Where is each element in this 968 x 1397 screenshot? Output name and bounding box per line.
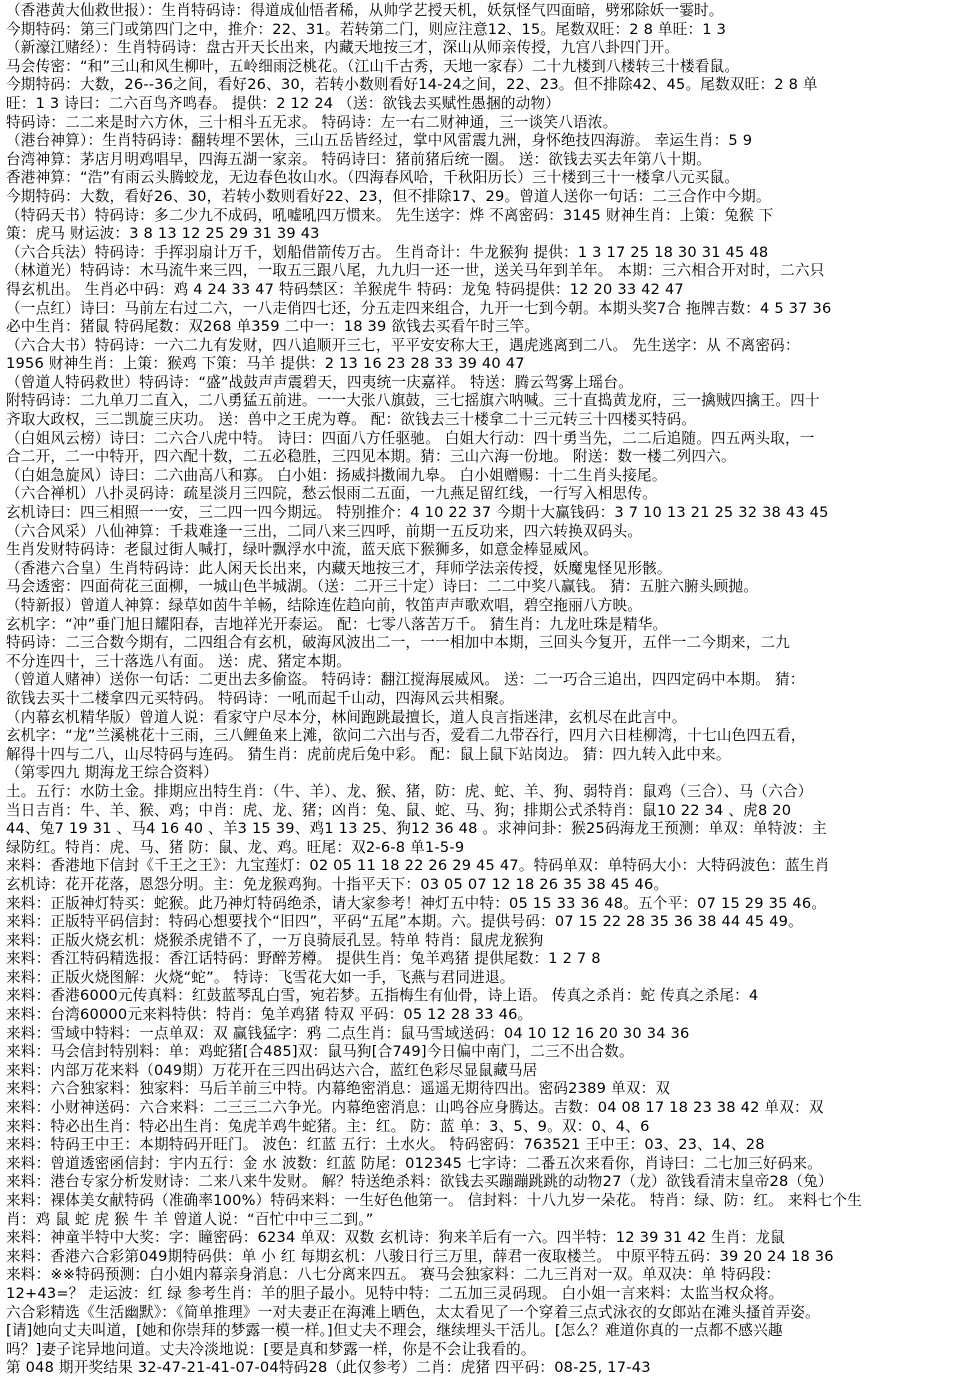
text-line: 来料：香港6000元传真料：红鼓蓝琴乱白雪，宛若梦。五指梅生有仙骨，诗上语。 传真之杀肖：蛇 传真之杀尾：4 bbox=[6, 987, 759, 1005]
text-line: 台湾神算：茅店月明鸡唱早，四海五湖一家亲。 特码诗曰：猪前猪后统一圈。 送：欲钱去买去年第八十期。 bbox=[6, 150, 711, 168]
text-line: 玄机诗曰：四三相照一一安，三二四一四今期远。 特别推介：4 10 22 37 今期十大赢钱码：3 7 10 13 21 25 32 38 43 45 bbox=[6, 504, 829, 522]
text-line: 来料：特码王中王：本期特码开旺门。 波色：红蓝 五行：土水火。 特码密码：763521 王中王：03、23、14、28 bbox=[6, 1136, 765, 1154]
text-line: 当日吉肖：牛、羊、猴、鸡；中肖：虎、龙、猪；凶肖：兔、鼠、蛇、马、狗；排期公式杀特肖：鼠10 22 34 、虎8 20 bbox=[6, 801, 792, 819]
text-line: 香港神算：“浩”有雨云头腾蛟龙，无边春色妆山水。（四海春风哈，千秋阳历长）三十楼到三十一楼拿八元买鼠。 bbox=[6, 169, 740, 187]
text-line: 来料：正版特平码信封：特码心想要找个“旧四”，平码“五尾”本期。六。提供号码：07 15 22 28 35 36 38 44 45 49。 bbox=[6, 913, 803, 931]
text-line: （林道光）特码诗：木马流牛来三四，一取五三跟八尾，九九归一还一世，送关马年到羊年。 本期：三六相合开对时，二六只 bbox=[6, 262, 825, 280]
text-line: 马会传密：“和”三山和风生柳叶，五岭细雨泛桃花。（江山千古秀，天地一家春）二十九楼到八楼转三十楼看鼠。 bbox=[6, 57, 740, 75]
text-line: 旺：1 3 诗曰：二六百鸟齐鸣春。 提供：2 12 24 （送：欲钱去买赋性愚捆的动物） bbox=[6, 94, 561, 112]
text-line: 今期特码：大数，26--36之间，看好26、30，若转小数则看好14-24之间，22、23。但不排除42、45。尾数双旺：2 8 单 bbox=[6, 76, 818, 94]
text-line: 12+43=？ 走运波：红 绿 参考生肖：羊的胆子最小。见特中特：二五加三灵码现。 白小姐一言来料：太监当权众将。 bbox=[6, 1284, 784, 1302]
text-line: （白姐风云榜）诗曰：二六合八虎中特。 诗曰：四面八方任驱驰。 白姐大行动：四十勇当先，二二后追随。四五两头取，一 bbox=[6, 429, 815, 447]
text-line: 得玄机出。 生肖必中码：鸡 4 24 33 47 特码禁区：羊猴虎牛 特码：龙兔 特码提供：12 20 33 42 47 bbox=[6, 280, 684, 298]
text-line: 来料：裸体美女献特码（准确率100%）特码来料：一生好色他第一。 信封料：十八九岁一朵花。 特肖：绿、防：红。 来料七个生 bbox=[6, 1192, 862, 1209]
text-line: 来料：曾道透密函信封：宇内五行：金 水 波数：红蓝 防尾：012345 七字诗：二番五次来看你，肖诗曰：二七加三好码来。 bbox=[6, 1154, 822, 1172]
text-line: 六合彩精选《生活幽默》：《简单推理》一对夫妻正在海滩上晒色，太太看见了一个穿着三点式泳衣的女郎站在滩头搔首弄姿。 bbox=[6, 1303, 820, 1321]
text-line: （六合风采）八仙神算：千栽难逢一三出，二同八来三四呼，前期一五反功来，四六转换双码头。 bbox=[6, 522, 643, 540]
text-line: （新濠江赌经）：生肖特码诗：盘古开天长出来，内藏天地按三才，深山从师亲传授，九宫八卦四门开。 bbox=[6, 39, 680, 57]
text-line: 来料：港台专家分析发财诗：二来八来牛发财。 解？特送绝杀料：欲钱去买蹦蹦跳跳的动物27（龙）欲钱看清末皇帝28（兔） bbox=[6, 1173, 833, 1191]
text-line: 不分连四十，三十落选八有面。 送：虎、猪定本期。 bbox=[6, 652, 352, 670]
text-line: 来料：六合独家料：独家料：马后羊前三中特。内幕绝密消息：遥遥无期待四出。密码2389 单双：双 bbox=[6, 1080, 671, 1098]
text-line: 玄机字：“龙”兰溪桃花十三雨，三八鲤鱼来上滩，欲问二六出与否，爱看二九带吞行，四月六日桂柳湾，十七山色四五看， bbox=[6, 727, 806, 745]
text-line: （六合禅机）八扑灵码诗：疏星淡月三四院，愁云恨雨二五面，一九燕足留红线，一行写入相思传。 bbox=[6, 485, 657, 503]
text-line: 来料：特必出生肖：特必出生肖：兔虎羊鸡牛蛇猪。主：红。 防：蓝 单：3、5、9。双：0、4、6 bbox=[6, 1117, 650, 1135]
text-line: （香港黄大仙救世报）：生肖特码诗：得道成仙悟者稀，从帅学艺授天机，妖氛怪气四面暗，劈邪除妖一霎时。 bbox=[6, 2, 724, 19]
text-line: 必中生肖：猪鼠 特码尾数：双268 单359 二中一：18 39 欲钱去买看午时三竿。 bbox=[6, 318, 540, 336]
draw-result-line bbox=[6, 1378, 960, 1397]
text-line: 来料：台湾60000元来料特供：特肖：兔羊鸡猪 特双 平码：05 12 28 33 46。 bbox=[6, 1006, 533, 1024]
text-line: 来料：正版神灯特买：蛇猴。此乃神灯特码绝杀，请大家参考！神灯五中特：05 15 33 36 48。五个平：07 15 29 35 46。 bbox=[6, 894, 827, 912]
text-line: 来料：内部万花来料（049期）万花开在三四出码达六合，蓝红色彩尽显鼠藏马居 bbox=[6, 1061, 538, 1079]
section-heading: （第零四九 期海龙王综合资料） bbox=[6, 764, 218, 782]
text-line: （内幕玄机精华版）曾道人说：看家守户尽本分，林间跑跳最擅长，道人良言指迷津，玄机尽在此言中。 bbox=[6, 708, 687, 726]
text-line: （六合兵法）特码诗：手挥羽扇计万千，划船借箭传万古。 生肖奇计：牛龙猴狗 提供：1 3 17 25 18 30 31 45 48 bbox=[6, 243, 769, 261]
text-line: （特新报）曾道人神算：绿草如茵牛羊畅，结除连佐趋向前，牧笛声声歌欢唱，碧空拖丽八方映。 bbox=[6, 597, 643, 614]
text-line: （曾道人特码救世）特码诗：“盛”战鼓声声震碧天，四夷统一庆嘉祥。 特送：腾云驾雾上瑶台。 bbox=[6, 373, 633, 391]
text-line: 第 048 期开奖结果 32-47-21-41-07-04特码28（此仅参考）二肖：虎猪 四平码：08-25, 17-43 bbox=[6, 1359, 651, 1377]
text-line: 来料：正版火烧图解：火烧“蛇”。 特诗：飞雪花大如一手，飞燕与君同进退。 bbox=[6, 968, 515, 986]
text-line: 马会透密：四面荷花三面柳，一城山色半城湖。（送：二开三十定）诗曰：二二中奖八赢钱。 猜：五脏六腑头顾抛。 bbox=[6, 578, 759, 596]
text-line: （香港六合皇）生肖特码诗：此人闲天长出来，内藏天地按三才，拜师学法亲传授，妖魔鬼怪见形骸。 bbox=[6, 559, 672, 577]
text-line: 特码诗：二二来是时六方休，三十相斗五无求。 特码诗：左一右二财神通，三一谈笑八语浓。 bbox=[6, 113, 618, 131]
text-line: 44、兔7 19 31 、马4 16 40 、羊3 15 39、鸡1 13 25、狗12 36 48 。求神问卦：猴25码海龙王预测：单双：单特波：主 bbox=[6, 820, 827, 838]
text-line: 附特码诗：二九单刀二直入，二八勇猛五前进。一一大张八旗鼓，三七摇旗六呐喊。三十直捣黄龙府，三一擒贼四擒王。四十 bbox=[6, 392, 820, 410]
text-line: 欲钱去买十二楼拿四元买特码。 特码诗：一吼而起千山动，四海风云共相聚。 bbox=[6, 689, 514, 707]
text-line: 绿防红。特肖：虎、马、猪 防：鼠、龙、鸡。旺尾：双2-6-8 单1-5-9 bbox=[6, 838, 465, 856]
text-line: 生肖发财特码诗：老鼠过街人喊打，绿叶飘浮水中流，蓝天底下猴狮多，如意金棒显威风。 bbox=[6, 541, 598, 559]
text-line: （一点红）诗曰：马前左右过二六，一八走俏四七还，分五走四来组合，九开一七到今朝。本期头奖7合 拖牌吉数：4 5 37 36 bbox=[6, 299, 832, 317]
text-line: 来料：香港地下信封《千王之王》：九宝莲灯：02 05 11 18 22 26 29 45 47。特码单双：单特码大小：大特码波色：蓝生肖 bbox=[6, 857, 830, 875]
text-line: 来料：神童半特中大奖：字：瞳密码：6234 单双：双数 玄机诗：狗来羊后有一六。四半特：12 39 31 42 生肖：龙鼠 bbox=[6, 1229, 785, 1247]
text-line: （白姐急旋风）诗曰：二六曲高八和寡。 白小姐：扬威抖擞闹九皋。 白小姐赠赐：十二生肖头接尾。 bbox=[6, 466, 667, 484]
text-line: （特码天书）特码诗：多二少九不成码，吼嘘吼四万惯来。 先生送字：烨 不离密码：3145 财神生肖：上策：兔猴 下 bbox=[6, 206, 774, 224]
text-line: 今期特码：大数，看好26、30，若转小数则看好22、23，但不排除17、29。曾道人送你一句话：二三合作中今期。 bbox=[6, 187, 771, 205]
text-line: 合二开，二一中特开，四六配十数，二五必稳胜，三四见本期。猜：三山六海一份地。 附送：数一楼二列四六。 bbox=[6, 448, 736, 466]
text-line: 来料：※※特码预测：白小姐内幕亲身消息：八七分离来四五。 赛马会独家料：二九三肖对一双。单双决：单 特码段： bbox=[6, 1266, 781, 1284]
text-line: （港台神算）：生肖特码诗：翻转埋不罢休，三山五岳皆经过，掌中风雷震九洲，身怀绝技四海游。 幸运生肖：5 9 bbox=[6, 132, 753, 150]
text-line: 来料：正版火烧玄机：烧猴杀虎错不了，一万良骑辰孔昱。特单 特肖：鼠虎龙猴狗 bbox=[6, 931, 544, 949]
text-line: 解得十四与二八，山尽特码与连码。 猜生肖：虎前虎后兔中彩。 配：鼠上鼠下站岗边。 猜：四九转入此中来。 bbox=[6, 745, 731, 763]
text-line: 来料：香港六合彩第049期特码供：单 小 红 每期玄机：八骏日行三万里，薛君一夜取楼兰。 中原平特五码：39 20 24 18 36 bbox=[6, 1247, 834, 1265]
text-line: 1956 财神生肖：上策：猴鸡 下策：马羊 提供：2 13 16 23 28 33 39 40 47 bbox=[6, 355, 525, 373]
text-line: 来料：马会信封特别料：单：鸡蛇猪[合485]双：鼠马狗[合749]今日偏中南门，二三不出合数。 bbox=[6, 1043, 634, 1061]
text-line: 吗？]妻子诧异地问道。丈夫冷淡地说：[要是真和梦露一样，你是不会让我看的。 bbox=[6, 1340, 536, 1358]
text-line: 策：虎马 财运波：3 8 13 12 25 29 31 39 43 bbox=[6, 225, 320, 243]
text-line: 肖：鸡 鼠 蛇 虎 猴 牛 羊 曾道人说：“百忙中中三二到。” bbox=[6, 1210, 374, 1228]
text-line: 来料：雪域中特料：一点单双：双 赢钱猛字：鸦 二点生肖：鼠马雪域送码：04 10 12 16 20 30 34 36 bbox=[6, 1024, 690, 1042]
text-line: 来料：香江特码精选报：香江话特码：野醉芳樽。 提供生肖：兔羊鸡猪 提供尾数：1 2 7 8 bbox=[6, 950, 601, 968]
text-line: 玄机诗：花开花落，恩怨分明。主：免龙猴鸡狗。十指平天下：03 05 07 12 18 26 35 38 45 46。 bbox=[6, 875, 669, 893]
text-line: 齐取大政权，三二凯旋三庆功。 送：兽中之王虎为尊。 配：欲钱去三十楼拿二十三元转三十四楼买特码。 bbox=[6, 411, 697, 429]
text-line: [请]她向丈夫叫道，[她和你崇拜的梦露一模一样。]但丈夫不理会，继续埋头干活儿。[怎么？难道你真的一点都不感兴趣 bbox=[6, 1322, 783, 1340]
text-line: 玄机字：“冲”垂门旭日耀阳春，吉地祥光开泰运。 配：七零八落苦万千。 猜生肖：九龙吐珠是精华。 bbox=[6, 615, 668, 633]
text-line: （六合大书）特码诗：一六二九有发财，四八追顺开三七，平平安安称大王，遇虎逃离到二八。 先生送字：从 不离密码： bbox=[6, 336, 800, 354]
text-line: 特码诗：二三合数今期有，二四组合有玄机，破海风波出二一，一一相加中本期，三回头今复开，五伴一二今期来，二九 bbox=[6, 634, 791, 652]
text-line: （曾道人赌神）送你一句话：二更出去多偷盗。 特码诗：翻江搅海展威风。 送：二一巧合三追出，四四定码中本期。 猜： bbox=[6, 671, 805, 689]
text-line: 今期特码：第三门或第四门之中，推介：22、31。若转第二门，则应注意12、15。尾数双旺：2 8 单旺：1 3 bbox=[6, 20, 727, 38]
text-line: 来料：小财神送码：六合来料：二三三二六争光。内幕绝密消息：山鸣谷应身腾达。吉数：04 08 17 18 23 38 42 单双：双 bbox=[6, 1099, 824, 1117]
text-line: 土。五行：水防土金。排期应出特生肖：（牛、羊）、龙、猴、猪，防：虎、蛇、羊、狗、弱特肖：鼠鸡（三合）、马（六合） bbox=[6, 782, 813, 800]
